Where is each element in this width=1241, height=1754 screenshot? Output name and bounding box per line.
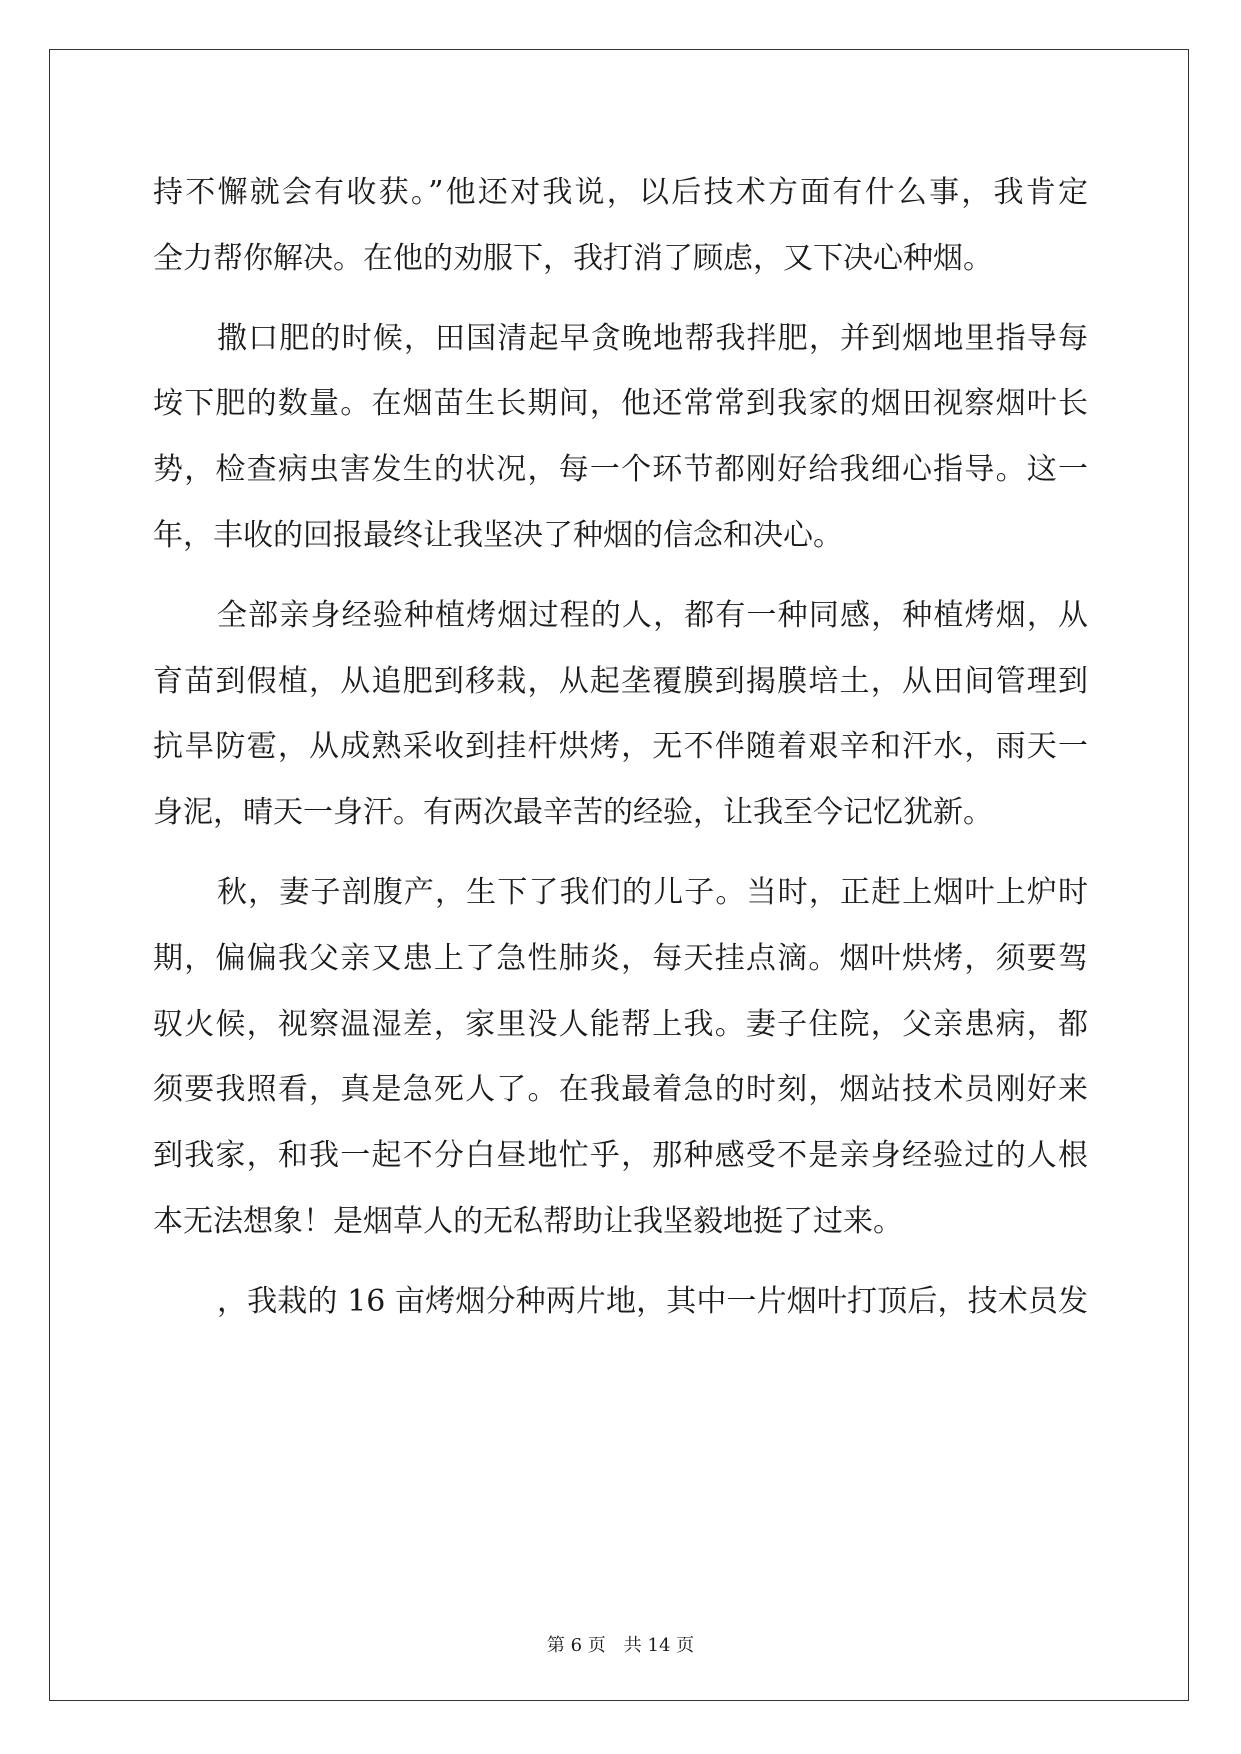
text-line: 全力帮你解决。在他的劝服下，我打消了顾虑，又下决心种烟。 bbox=[153, 240, 993, 276]
text-line: 身泥，晴天一身汗。有两次最辛苦的经验，让我至今记忆犹新。 bbox=[153, 795, 993, 831]
document-body bbox=[153, 160, 1088, 1335]
text-line: ，我栽的 16 亩烤烟分种两片地，其中一片烟叶打顶后，技术员发 bbox=[217, 1283, 1088, 1319]
text-line: 抗旱防雹，从成熟采收到挂杆烘烤，无不伴随着艰辛和汗水，雨天一 bbox=[153, 729, 1088, 765]
text-line: 持不懈就会有收获。”他还对我说，以后技术方面有什么事，我肯定 bbox=[153, 175, 1088, 210]
text-line: 势，检查病虫害发生的状况，每一个环节都刚好给我细心指导。这一 bbox=[153, 452, 1088, 488]
text-line: 须要我照看，真是急死人了。在我最着急的时刻，烟站技术员刚好来 bbox=[153, 1072, 1088, 1108]
text-line: 垵下肥的数量。在烟苗生长期间，他还常常到我家的烟田视察烟叶长 bbox=[153, 386, 1088, 422]
paragraph-1 bbox=[153, 160, 1088, 292]
text-line: 年，丰收的回报最终让我坚决了种烟的信念和决心。 bbox=[153, 517, 843, 553]
text-line: 撒口肥的时候，田国清起早贪晚地帮我拌肥，并到烟地里指导每 bbox=[217, 320, 1088, 356]
page-footer bbox=[0, 1631, 1241, 1657]
page-total: 共 14 页 bbox=[623, 1635, 695, 1656]
text-line: 秋，妻子剖腹产，生下了我们的儿子。当时，正赶上烟叶上炉时 bbox=[217, 874, 1088, 910]
paragraph-5 bbox=[153, 1269, 1088, 1335]
page-number: 第 6 页 bbox=[546, 1635, 606, 1656]
text-line: 育苗到假植，从追肥到移栽，从起垄覆膜到揭膜培土，从田间管理到 bbox=[153, 663, 1088, 699]
text-line: 全部亲身经验种植烤烟过程的人，都有一种同感，种植烤烟，从 bbox=[217, 597, 1088, 633]
paragraph-3 bbox=[153, 583, 1088, 846]
paragraph-4 bbox=[153, 860, 1088, 1255]
text-line: 到我家，和我一起不分白昼地忙乎，那种感受不是亲身经验过的人根 bbox=[153, 1138, 1088, 1174]
text-line: 本无法想象！是烟草人的无私帮助让我坚毅地挺了过来。 bbox=[153, 1203, 903, 1239]
text-line: 驭火候，视察温湿差，家里没人能帮上我。妻子住院，父亲患病，都 bbox=[153, 1006, 1088, 1042]
text-line: 期，偏偏我父亲又患上了急性肺炎，每天挂点滴。烟叶烘烤，须要驾 bbox=[153, 940, 1088, 976]
paragraph-2 bbox=[153, 306, 1088, 569]
